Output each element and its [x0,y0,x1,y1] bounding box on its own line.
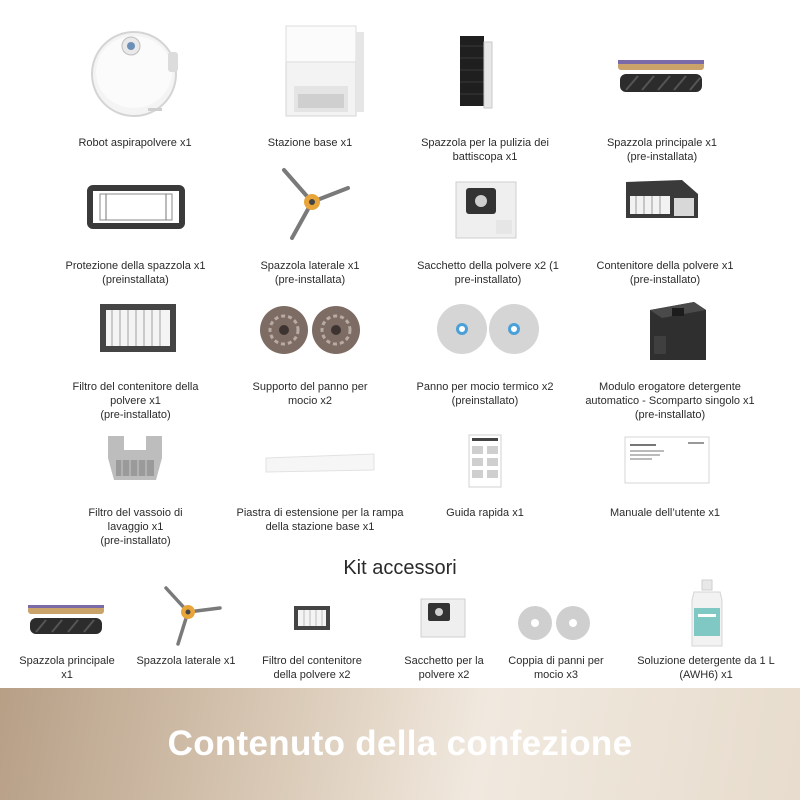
item-label: Filtro del vassoio di lavaggio x1 (pre-installato) [88,507,183,547]
dust-bin-image [622,176,702,226]
item-label: Sacchetto della polvere x2 (1 pre-installato) [417,260,559,286]
acc-side-brush-image [158,584,224,648]
item-label: Spazzola laterale x1 (pre-installata) [260,260,360,286]
acc-detergent-bottle-image [688,578,726,648]
main-brush-image [616,56,706,96]
item-label: Guida rapida x1 [446,507,524,519]
banner-title: Contenuto della confezione [167,724,633,763]
detergent-module-image [640,296,710,366]
accessories-title: Kit accessori [343,557,457,579]
item-label: Spazzola per la pulizia dei battiscopa x1 [421,137,549,163]
item-label: Piastra di estensione per la rampa della stazione base x1 [236,507,404,533]
mop-holder-image [258,304,362,356]
baseboard-brush-image [452,32,502,112]
brush-guard-image [86,184,186,230]
acc-dust-bag-image [420,598,466,638]
item-label: Contenitore della polvere x1 (pre-installato) [596,260,734,286]
dust-bag-image [454,180,518,240]
accessory-label: Filtro del contenitore della polvere x2 [262,655,362,681]
acc-mop-pads-image [516,604,592,642]
accessory-label: Soluzione detergente da 1 L (AWH6) x1 [637,655,775,681]
item-label: Spazzola principale x1 (pre-installata) [606,137,718,163]
base-station-image [280,24,370,120]
user-manual-image [624,436,710,484]
item-label: Protezione della spazzola x1 (preinstallata) [65,260,206,286]
wash-tray-filter-image [100,432,170,488]
acc-dust-bin-filter-image [292,604,332,632]
item-label: Manuale dell’utente x1 [609,507,721,519]
dust-bin-filter-image [96,300,180,356]
item-label: Panno per mocio termico x2 (preinstallato) [416,381,554,407]
item-label: Modulo erogatore detergente automatico - Scomparto singolo x1 (pre-installato) [585,381,755,421]
ramp-extension-plate-image [262,450,378,476]
item-label: Filtro del contenitore della polvere x1 (pre-installato) [72,381,199,421]
side-brush-image [272,166,352,242]
heated-mop-pad-image [436,302,540,356]
accessory-label: Coppia di panni per mocio x3 [508,655,604,681]
robot-vacuum-image [86,22,186,122]
accessory-label: Spazzola laterale x1 [136,655,236,667]
accessory-label: Sacchetto per la polvere x2 [404,655,484,681]
item-label: Stazione base x1 [267,137,353,149]
item-label: Supporto del panno per mocio x2 [252,381,368,407]
acc-main-brush-image [26,602,106,638]
quick-guide-image [468,434,502,488]
accessory-label: Spazzola principale x1 [19,655,115,681]
item-label: Robot aspirapolvere x1 [78,137,192,149]
